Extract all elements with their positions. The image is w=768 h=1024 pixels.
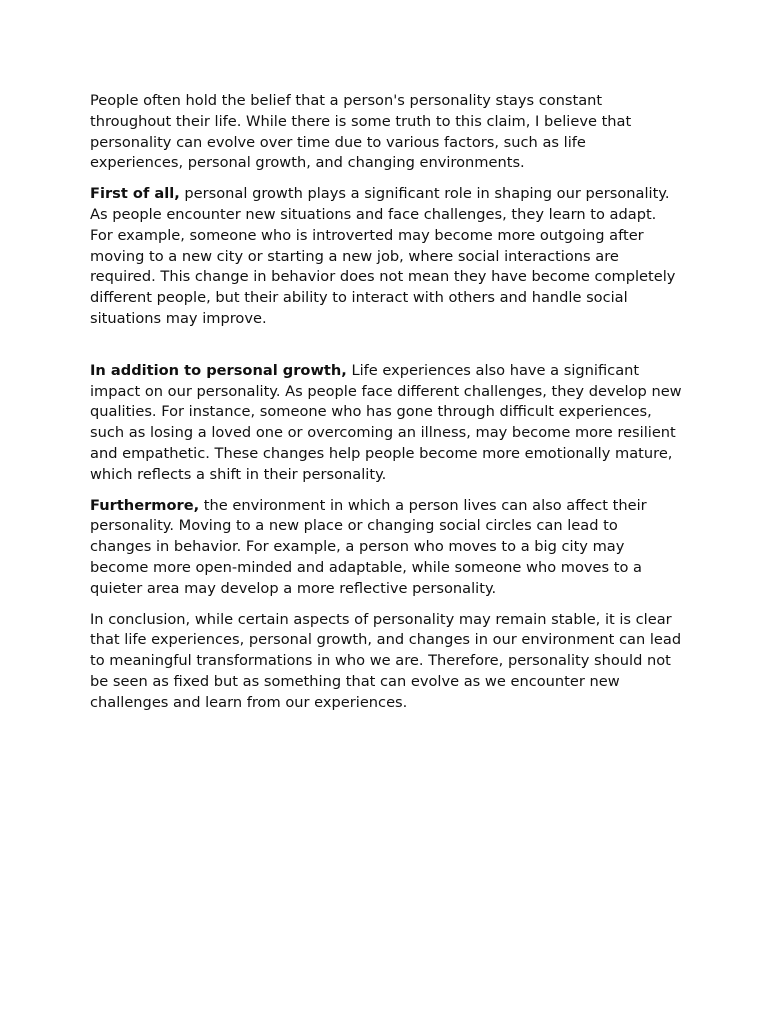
paragraph-lead: In addition to personal growth, (90, 361, 347, 379)
paragraph-lead: Furthermore, (90, 496, 200, 514)
paragraph-conclusion (90, 610, 682, 714)
document-body (90, 91, 682, 714)
paragraph-personal-growth (90, 184, 682, 330)
paragraph-environment (90, 496, 682, 600)
paragraph-text: People often hold the belief that a person's personality stays constant throughout their life. While there is some truth to this claim, I believe that personality can evolve over time due to various factors, such as life experiences, personal growth, and changing environments. (90, 92, 632, 172)
paragraph-text: the environment in which a person lives can also affect their personality. Moving to a new place or changing social circles can lead to changes in behavior. For example, a person who moves to a big city may become more open-minded and adaptable, while someone who moves to a quieter area may develop a more reflective personality. (90, 496, 647, 597)
paragraph-life-experiences (90, 361, 682, 486)
paragraph-text: Life experiences also have a significant impact on our personality. As people face different challenges, they develop new qualities. For instance, someone who has gone through difficult experiences, such as losing a loved one or overcoming an illness, may become more resilient and empathetic. These changes help people become more emotionally mature, which reflects a shift in their personality. (90, 361, 682, 483)
paragraph-text: In conclusion, while certain aspects of personality may remain stable, it is clear that life experiences, personal growth, and changes in our environment can lead to meaningful transformations in who we are. Therefore, personality should not be seen as fixed but as something that can evolve as we encounter new challenges and learn from our experiences. (90, 610, 682, 711)
paragraph-lead: First of all, (90, 185, 180, 203)
paragraph-text: personal growth plays a significant role in shaping our personality. As people encounter new situations and face challenges, they learn to adapt. For example, someone who is introverted may become more outgoing after moving to a new city or starting a new job, where social interactions are required. This change in behavior does not mean they have become completely different people, but their ability to interact with others and handle social situations may improve. (90, 185, 676, 327)
paragraph-introduction (90, 91, 682, 174)
